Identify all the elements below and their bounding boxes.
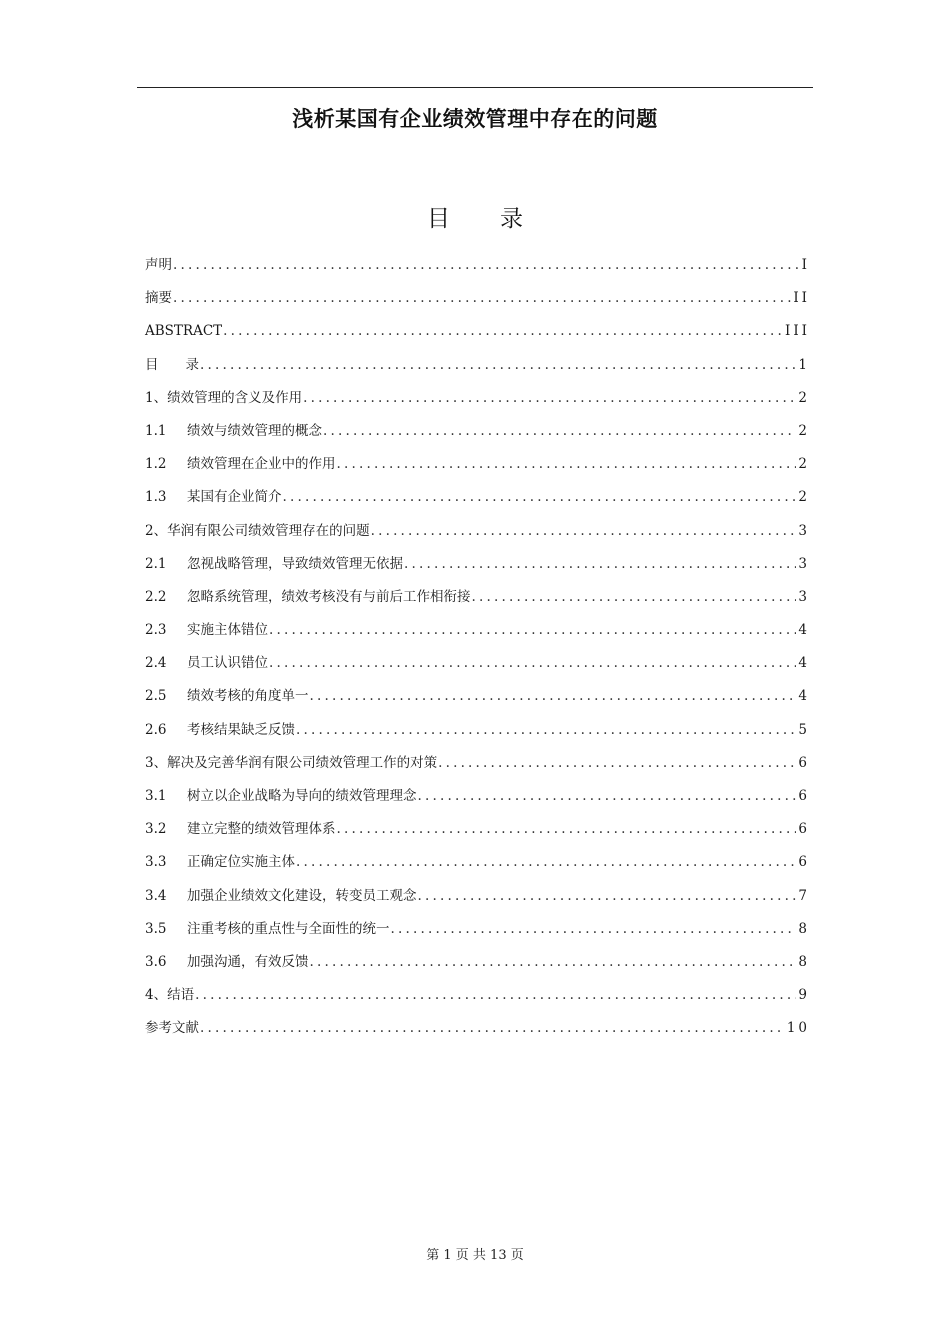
toc-entry-title: 绩效与绩效管理的概念	[187, 422, 322, 439]
toc-entry-title: 实施主体错位	[187, 622, 268, 639]
toc-heading-char-1: 目	[427, 206, 450, 232]
toc-dot-leader	[296, 852, 796, 872]
toc-entry[interactable]	[145, 255, 810, 288]
toc-dot-leader	[391, 919, 797, 939]
toc-entry[interactable]	[145, 886, 810, 919]
header-rule	[137, 87, 813, 88]
toc-entry[interactable]	[145, 720, 810, 753]
toc-dot-leader	[269, 620, 796, 640]
toc-entry[interactable]	[145, 852, 810, 885]
toc-entry-page: 4	[798, 688, 810, 705]
toc-entry[interactable]	[145, 587, 810, 620]
toc-entry-number: 3.2	[145, 821, 167, 838]
toc-entry[interactable]	[145, 952, 810, 985]
toc-entry-page: 1	[798, 356, 810, 373]
toc-dot-leader	[200, 355, 796, 375]
toc-entry-title: 目 录	[145, 356, 199, 373]
toc-entry[interactable]	[145, 421, 810, 454]
toc-entry-page: 6	[798, 854, 810, 871]
toc-entry-page: 10	[786, 1020, 810, 1037]
toc-entry[interactable]	[145, 753, 810, 786]
toc-heading-char-2: 录	[500, 206, 523, 232]
toc-entry-number: 2.6	[145, 721, 167, 738]
toc-entry-title: 正确定位实施主体	[187, 854, 295, 871]
toc-entry[interactable]	[145, 554, 810, 587]
toc-entry-title: 参考文献	[145, 1020, 199, 1037]
toc-entry-title: 员工认识错位	[187, 655, 268, 672]
toc-entry-page: 3	[798, 522, 810, 539]
toc-dot-leader	[404, 554, 796, 574]
toc-entry-page: 7	[798, 887, 810, 904]
toc-entry[interactable]	[145, 919, 810, 952]
toc-entry[interactable]	[145, 1018, 810, 1051]
toc-entry[interactable]	[145, 487, 810, 520]
toc-dot-leader	[223, 321, 783, 341]
toc-entry-title: 某国有企业简介	[187, 489, 282, 506]
toc-entry-title: 加强企业绩效文化建设，转变员工观念	[187, 887, 417, 904]
toc-heading	[0, 200, 950, 233]
toc-entry-page: 2	[798, 489, 810, 506]
toc-dot-leader	[310, 686, 797, 706]
toc-entry-page: 2	[798, 389, 810, 406]
toc-entry-page: 3	[798, 555, 810, 572]
toc-entry[interactable]	[145, 388, 810, 421]
toc-dot-leader	[200, 1018, 785, 1038]
toc-entry-title: 绩效考核的角度单一	[187, 688, 309, 705]
toc-entry-page: 4	[798, 655, 810, 672]
toc-entry-number: 1.2	[145, 456, 167, 473]
toc-entry-number: 1.1	[145, 422, 167, 439]
toc-entry-page: 8	[798, 920, 810, 937]
toc-dot-leader	[418, 786, 797, 806]
toc-entry-number: 3.4	[145, 887, 167, 904]
toc-dot-leader	[438, 753, 796, 773]
toc-entry-number: 3.3	[145, 854, 167, 871]
toc-dot-leader	[195, 985, 796, 1005]
toc-entry-page: 4	[798, 622, 810, 639]
toc-entry-number: 3.1	[145, 788, 167, 804]
toc-dot-leader	[283, 487, 797, 507]
document-title: 浅析某国有企业绩效管理中存在的问题	[292, 107, 658, 131]
toc-entry-title: 3、解决及完善华润有限公司绩效管理工作的对策	[145, 754, 438, 771]
toc-entry-title: ABSTRACT	[145, 323, 223, 340]
toc-entry-title: 绩效管理在企业中的作用	[187, 456, 336, 473]
toc-entry-page: 3	[798, 588, 810, 605]
toc-dot-leader	[472, 587, 797, 607]
toc-dot-leader	[296, 720, 796, 740]
toc-entry-title: 加强沟通，有效反馈	[187, 953, 309, 970]
toc-entry-title: 建立完整的绩效管理体系	[187, 821, 336, 838]
toc-entry-title: 忽略系统管理，绩效考核没有与前后工作相衔接	[187, 588, 471, 605]
toc-entry-title: 摘要	[145, 290, 172, 307]
toc-entry-title: 注重考核的重点性与全面性的统一	[187, 920, 390, 937]
toc-entry-number: 3.6	[145, 953, 167, 970]
toc-entry-title: 4、结语	[145, 987, 195, 1004]
toc-entry-page: 5	[798, 721, 810, 738]
toc-entry-title: 声明	[145, 257, 172, 273]
toc-entry[interactable]	[145, 819, 810, 852]
toc-dot-leader	[337, 819, 797, 839]
toc-entry[interactable]	[145, 620, 810, 653]
toc-entry-title: 忽视战略管理，导致绩效管理无依据	[187, 555, 403, 572]
toc-entry-number: 2.4	[145, 655, 167, 672]
toc-dot-leader	[173, 288, 791, 308]
toc-entry-page: 2	[798, 456, 810, 473]
toc-entry[interactable]	[145, 521, 810, 554]
toc-entry[interactable]	[145, 985, 810, 1018]
toc-dot-leader	[337, 454, 797, 474]
toc-dot-leader	[269, 653, 796, 673]
toc-entry-page: III	[785, 323, 810, 340]
toc-entry-number: 2.3	[145, 622, 167, 639]
table-of-contents	[145, 255, 810, 1052]
toc-entry-number: 2.2	[145, 588, 167, 605]
toc-entry-number: 1.3	[145, 489, 167, 506]
toc-entry[interactable]	[145, 321, 810, 354]
toc-dot-leader	[303, 388, 796, 408]
toc-entry-number: 2.5	[145, 688, 167, 705]
toc-entry-page: 6	[798, 821, 810, 838]
toc-entry-title: 1、绩效管理的含义及作用	[145, 389, 303, 406]
toc-entry-page: 6	[798, 754, 810, 771]
toc-entry-number: 2.1	[145, 555, 167, 572]
toc-entry-page: I	[801, 257, 810, 273]
toc-dot-leader	[418, 886, 797, 906]
toc-dot-leader	[310, 952, 797, 972]
toc-entry-number: 3.5	[145, 920, 167, 937]
toc-entry[interactable]	[145, 653, 810, 686]
toc-entry-title: 树立以企业战略为导向的绩效管理理念	[187, 788, 417, 804]
toc-entry[interactable]	[145, 454, 810, 487]
toc-entry[interactable]	[145, 288, 810, 321]
toc-dot-leader	[173, 255, 800, 275]
toc-entry-title: 2、华润有限公司绩效管理存在的问题	[145, 522, 370, 539]
toc-dot-leader	[323, 421, 796, 441]
toc-entry-page: II	[793, 290, 810, 307]
toc-entry-title: 考核结果缺乏反馈	[187, 721, 295, 738]
toc-entry-page: 6	[798, 788, 810, 804]
toc-entry[interactable]	[145, 686, 810, 719]
page-footer: 第 1 页 共 13 页	[426, 1248, 524, 1263]
toc-entry[interactable]	[145, 355, 810, 388]
toc-entry-page: 9	[798, 987, 810, 1004]
toc-entry-page: 8	[798, 953, 810, 970]
toc-entry[interactable]	[145, 786, 810, 819]
toc-entry-page: 2	[798, 422, 810, 439]
toc-dot-leader	[371, 521, 797, 541]
